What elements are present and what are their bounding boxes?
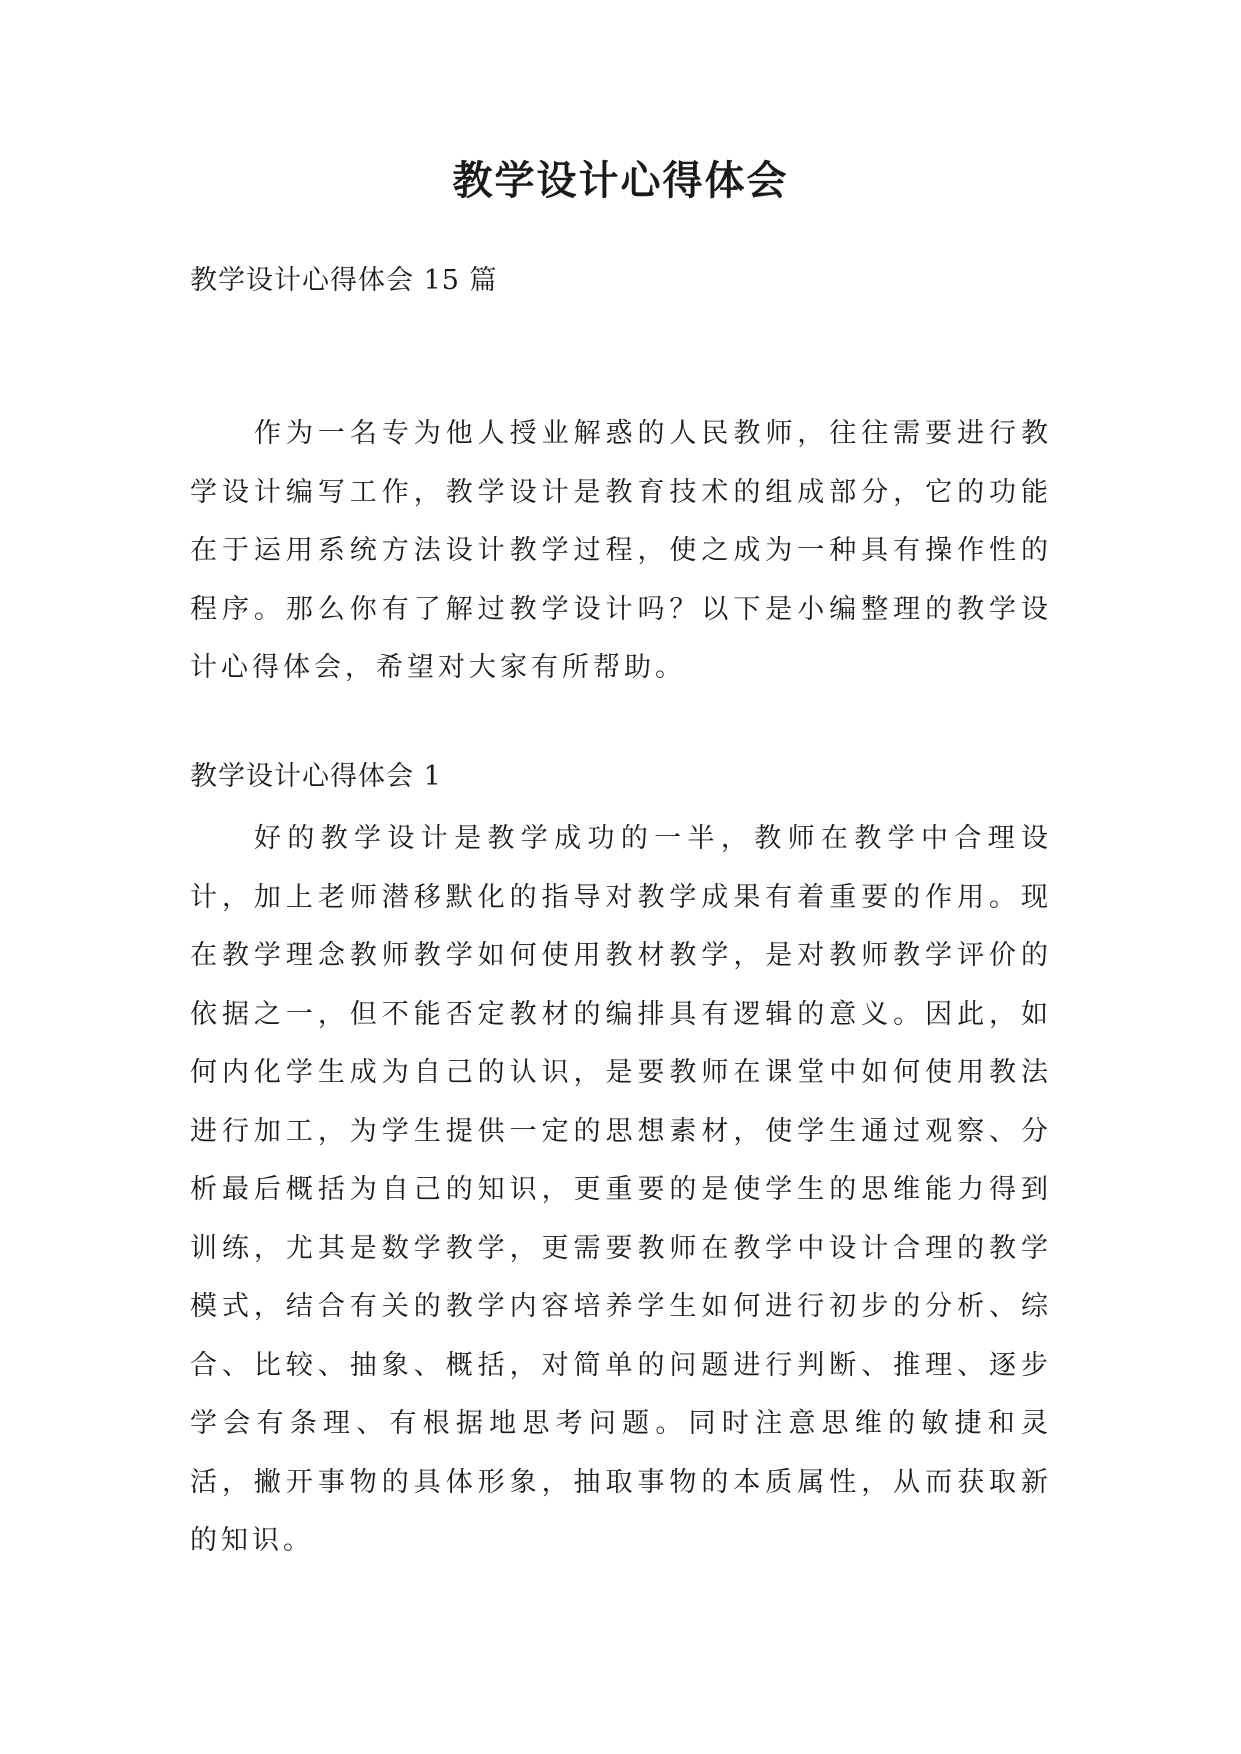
section-heading: 教学设计心得体会 1 xyxy=(190,761,442,792)
page-title: 教学设计心得体会 xyxy=(452,158,789,204)
document-subtitle: 教学设计心得体会 15 篇 xyxy=(190,265,498,296)
intro-paragraph: 作为一名专为他人授业解惑的人民教师，往往需要进行教学设计编写工作，教学设计是教育技术的组成部分，它的功能在于运用系统方法设计教学过程，使之成为一种具有操作性的程序。那么你有了解过教学设计吗？以下是小编整理的教学设计心得体会，希望对大家有所帮助。 xyxy=(190,418,1052,683)
section-body: 好的教学设计是教学成功的一半，教师在教学中合理设计，加上老师潜移默化的指导对教学成果有着重要的作用。现在教学理念教师教学如何使用教材教学，是对教师教学评价的依据之一，但不能否定教材的编排具有逻辑的意义。因此，如何内化学生成为自己的认识，是要教师在课堂中如何使用教法进行加工，为学生提供一定的思想素材，使学生通过观察、分析最后概括为自己的知识，更重要的是使学生的思维能力得到训练，尤其是数学教学，更需要教师在教学中设计合理的教学模式，结合有关的教学内容培养学生如何进行初步的分析、综合、比较、抽象、概括，对简单的问题进行判断、推理、逐步学会有条理、有根据地思考问题。同时注意思维的敏捷和灵活，撇开事物的具体形象，抽取事物的本质属性，从而获取新的知识。 xyxy=(190,823,1052,1556)
